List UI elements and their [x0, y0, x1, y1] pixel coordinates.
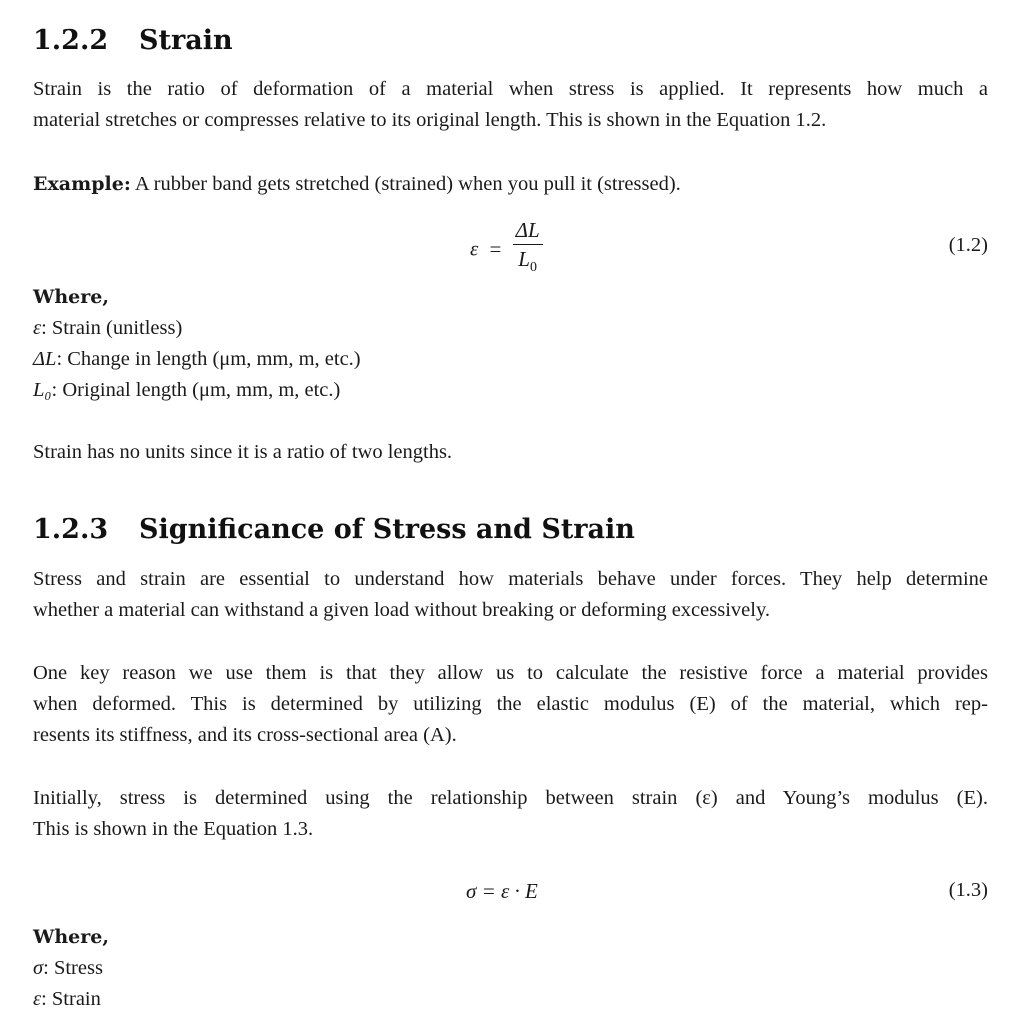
fraction-denominator: [513, 245, 543, 280]
section-title: Strain: [139, 25, 233, 56]
example-text: A rubber band gets stretched (strained) when you pull it (stressed).: [130, 173, 681, 195]
definition-symbol: ε: [33, 988, 42, 1010]
example-label: Example:: [33, 173, 131, 195]
definition-text: : Strain (unitless): [41, 317, 183, 339]
definition-item: [33, 375, 361, 406]
definition-text: : Original length (μm, mm, m, etc.): [51, 379, 341, 401]
denominator-subscript: 0: [529, 260, 537, 276]
significance-paragraph-3: [33, 783, 988, 845]
significance-definitions: [33, 953, 103, 1015]
paragraph-line: material stretches or compresses relative to its original length. This is shown in the Equation 1.2.: [33, 109, 827, 131]
section-heading-significance: [33, 514, 635, 546]
where-text: Where,: [33, 926, 109, 948]
equation-fraction: [513, 218, 543, 280]
definition-text: : Strain: [41, 988, 101, 1010]
where-text: Where,: [33, 286, 109, 308]
strain-definitions: [33, 313, 361, 406]
paragraph-line: when deformed. This is determined by utilizing the elastic modulus (E) of the material, which rep-: [33, 693, 988, 715]
equation-strain: [33, 218, 988, 278]
denominator-symbol: L: [518, 247, 530, 271]
definition-symbol: σ: [33, 957, 44, 979]
paragraph-line: Initially, stress is determined using the relationship between strain (ε) and Young’s modulus (E).: [33, 787, 988, 809]
example-paragraph: [33, 169, 681, 200]
section-number: 1.2.2: [33, 25, 109, 56]
section-title: Significance of Stress and Strain: [139, 514, 635, 545]
equation-expression: σ = ε · E: [466, 879, 538, 903]
fraction-numerator: ΔL: [513, 218, 543, 245]
where-label: [33, 282, 109, 313]
equation-number: (1.2): [948, 234, 988, 256]
section-heading-strain: [33, 25, 233, 57]
definition-text: : Stress: [43, 957, 103, 979]
paragraph-line: whether a material can withstand a given load without breaking or deforming excessively.: [33, 599, 770, 621]
equation-stress: [33, 877, 988, 911]
paragraph-line: This is shown in the Equation 1.3.: [33, 818, 314, 840]
definition-symbol: L₀: [33, 379, 52, 401]
significance-paragraph-2: [33, 658, 988, 751]
definition-symbol: ΔL: [33, 348, 57, 370]
paragraph-line: Strain is the ratio of deformation of a material when stress is applied. It represents how much a: [33, 78, 988, 100]
equation-equals: =: [489, 236, 502, 261]
strain-intro-paragraph: [33, 74, 988, 136]
paragraph-line: Stress and strain are essential to understand how materials behave under forces. They help determine: [33, 568, 988, 590]
equation-number: (1.3): [948, 879, 988, 901]
definition-symbol: ε: [33, 317, 42, 339]
section-number: 1.2.3: [33, 514, 109, 545]
definition-item: [33, 344, 361, 375]
definition-item: [33, 984, 103, 1015]
significance-paragraph-1: [33, 564, 988, 626]
strain-note: Strain has no units since it is a ratio of two lengths.: [33, 441, 453, 463]
definition-item: [33, 953, 103, 984]
definition-text: : Change in length (μm, mm, m, etc.): [56, 348, 361, 370]
definition-item: [33, 313, 361, 344]
paragraph-line: One key reason we use them is that they allow us to calculate the resistive force a material provides: [33, 662, 988, 684]
paragraph-line: resents its stiffness, and its cross-sectional area (A).: [33, 724, 457, 746]
equation-lhs: ε: [470, 236, 479, 261]
where-label: [33, 922, 109, 953]
